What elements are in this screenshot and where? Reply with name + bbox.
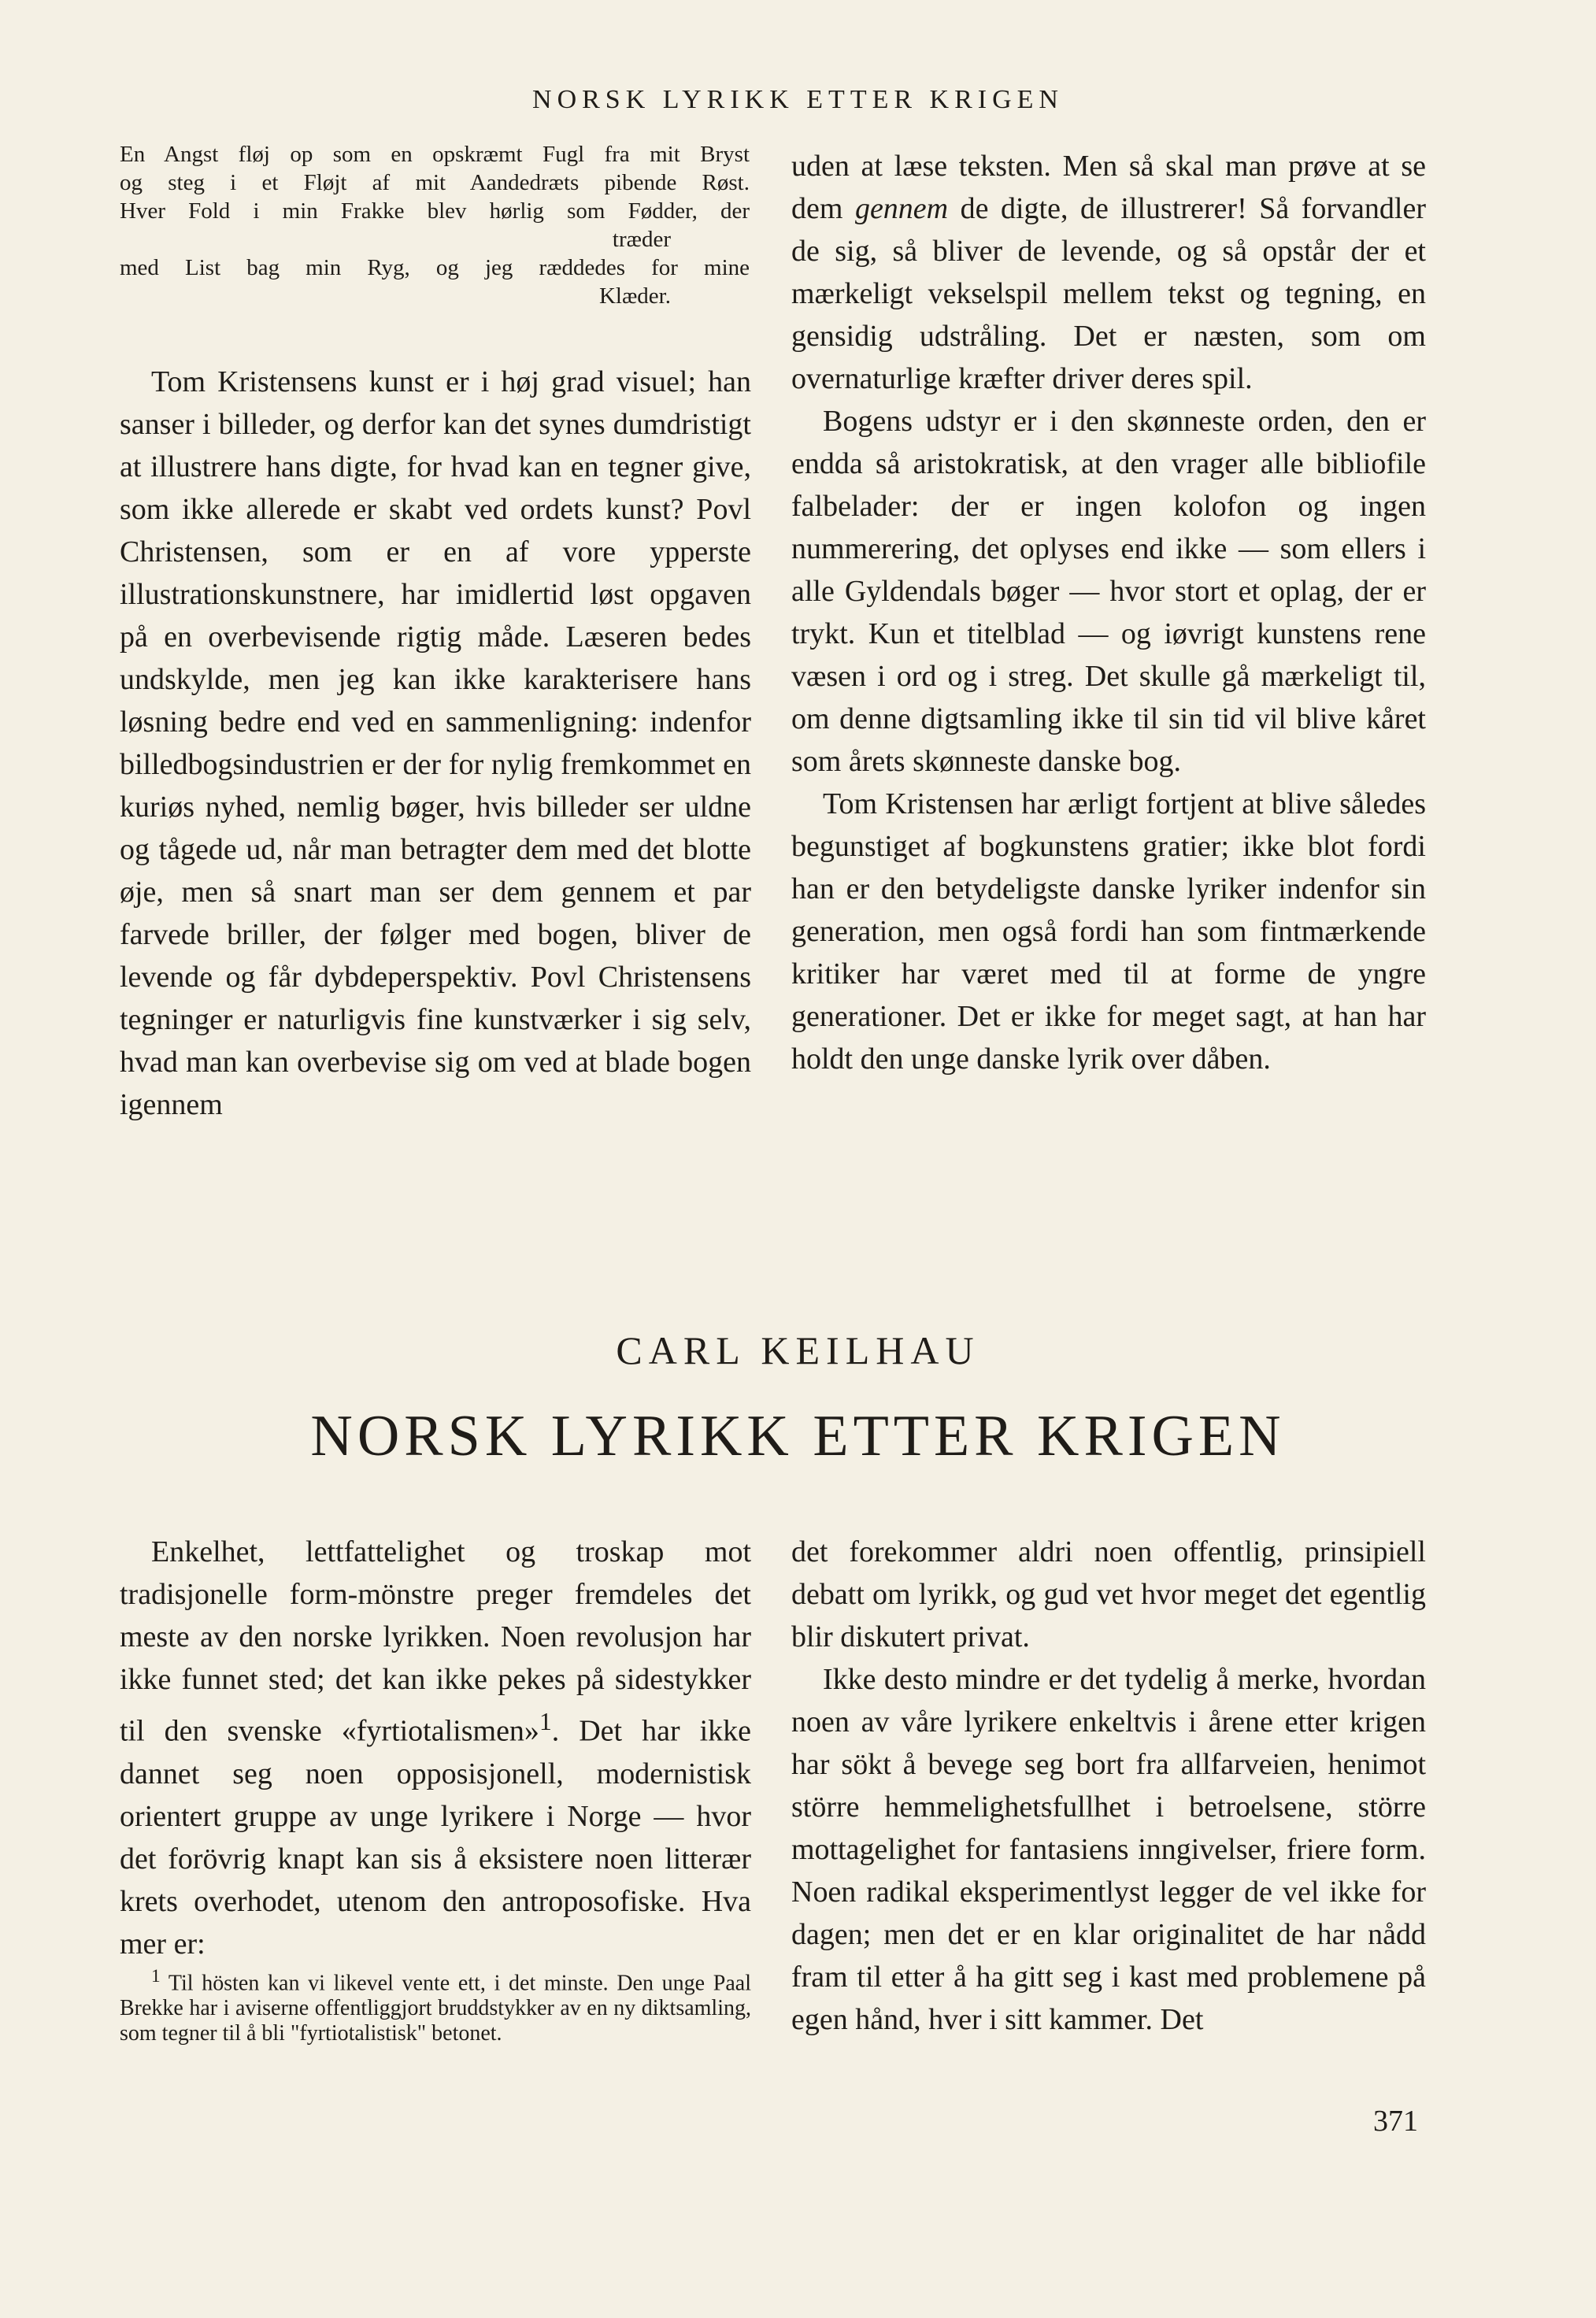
poem-quote — [120, 140, 750, 310]
running-head: NORSK LYRIKK ETTER KRIGEN — [532, 85, 1064, 114]
article-author: CARL KEILHAU — [616, 1328, 980, 1372]
article-left-column — [120, 1531, 751, 1965]
article-right-column — [791, 1531, 1426, 2041]
paragraph: Enkelhet, lettfattelighet og troskap mot tradisjonelle form-mönstre preger fremdeles det meste av den norske lyrikken. Noen revolusjon har ikke funnet sted; det kan ikke pekes på sidestykker til den svenske «fyrtiotalismen»$^1$. Det har ikke dannet seg noen opposisjonell, modernistisk orientert gruppe av unge lyrikere i Norge — hvor det forövrig knapt kan sis å eksistere noen litterær krets overhodet, utenom den antroposofiske. Hva mer er: — [120, 1535, 751, 1961]
paragraph: det forekommer aldri noen offentlig, prinsipiell debatt om lyrikk, og gud vet hvor meget det egentlig blir diskutert privat. — [791, 1535, 1426, 1653]
footnote-ref: 1 — [539, 1708, 552, 1735]
emphasis: gennem — [854, 192, 949, 225]
paragraph: Bogens udstyr er i den skønneste orden, den er endda så aristokratisk, at den vrager alle bibliofile falbelader: der er ingen kolofon og ingen nummerering, det oplyses end ikke — som ellers i alle Gyldendals bøger — hvor stort et oplag, der er trykt. Kun et titelblad — og iøvrigt kunstens rene væsen i ord og i streg. Det skulle gå mærkeligt til, om denne digtsamling ikke til sin tid vil blive kåret som årets skønneste danske bog. — [791, 405, 1426, 778]
paragraph: Tom Kristensens kunst er i høj grad visuel; han sanser i billeder, og derfor kan det synes dumdristigt at illustrere hans digte, for hvad kan en tegner give, som ikke allerede er skabt ved ordets kunst? Povl Christensen, som er en af vore ypperste illustrationskunstnere, har imidlertid løst opgaven på en overbevisende rigtig måde. Læseren bedes undskylde, men jeg kan ikke karakterisere hans løsning bedre end ved en sammenligning: indenfor billedbogsindustrien er der for nylig fremkommet en kuriøs nyhed, nemlig bøger, hvis billeder ser uldne og tågede ud, når man betragter dem med det blotte øje, men så snart man ser dem gennem et par farvede briller, der følger med bogen, bliver de levende og får dybdeperspektiv. Povl Christensens tegninger er naturligvis fine kunstværker i sig selv, hvad man kan overbevise sig om ved at blade bogen igennem — [120, 365, 751, 1121]
paragraph: Tom Kristensen har ærligt fortjent at blive således begunstiget af bogkunstens gratier; ikke blot fordi han er den betydeligste danske lyriker indenfor sin generation, men også fordi han som fintmærkende kritiker har været med til at forme de yngre generationer. Det er ikke for meget sagt, at han har holdt den unge danske lyrik over dåben. — [791, 787, 1426, 1076]
poem-line: med List bag min Ryg, og jeg ræddedes for mine — [120, 255, 750, 280]
footnote — [120, 1964, 751, 2046]
footnote-mark: 1 — [151, 1966, 161, 1987]
poem-line: og steg i et Fløjt af mit Aandedræts pibende Røst. — [120, 170, 750, 195]
article-title: NORSK LYRIKK ETTER KRIGEN — [310, 1404, 1286, 1468]
footnote-text: $^1$ Til hösten kan vi likevel vente ett, i det minste. Den unge Paal Brekke har i aviserne offentliggjort bruddstykker av en ny diktsamling, som tegner til å bli "fyrtiotalistisk" betonet. — [120, 1966, 752, 2046]
poem-line-continuation: Klæder. — [598, 283, 671, 309]
review-left-column — [120, 361, 751, 1126]
page-number: 371 — [1373, 2105, 1418, 2138]
paragraph: Ikke desto mindre er det tydelig å merke, hvordan noen av våre lyrikere enkeltvis i årene etter krigen har sökt å bevege seg bort fra allfarveien, henimot större hemmelighetsfullhet i betroelsene, större mottagelighet for fantasiens inngivelser, friere form. Noen radikal eksperimentlyst legger de vel ikke for dagen; men det er en klar originalitet de har nådd fram til etter å ha gitt seg i kast med problemene på egen hånd, hver i sitt kammer. Det — [791, 1663, 1426, 2036]
poem-line: Hver Fold i min Frakke blev hørlig som Fødder, der — [120, 198, 750, 224]
poem-line-continuation: træder — [612, 227, 671, 252]
paragraph: uden at læse teksten. Men så skal man prøve at se dem gennem de digte, de illustrerer! Så forvandler de sig, så bliver de levende, og så opstår der et mærkeligt vekselspil mellem tekst og tegning, en gensidig udstråling. Det er næsten, som om overnaturlige kræfter driver deres spil. — [791, 150, 1426, 395]
poem-line: En Angst fløj op som en opskræmt Fugl fra mit Bryst — [120, 142, 750, 167]
review-right-column — [791, 145, 1426, 1080]
